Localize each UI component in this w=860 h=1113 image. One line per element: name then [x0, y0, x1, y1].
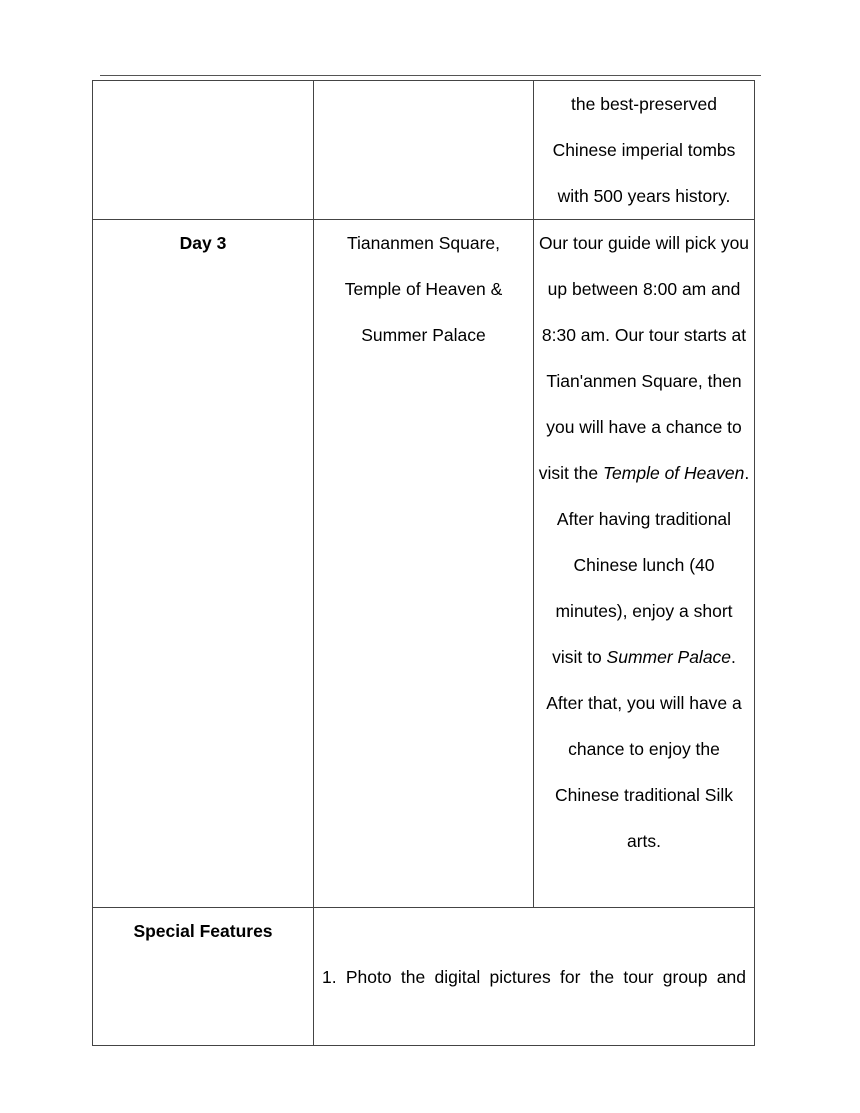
description-italic-palace: Summer Palace	[606, 647, 732, 667]
table-row	[93, 908, 755, 1046]
description-cell	[534, 220, 755, 908]
description-text: the best-preserved Chinese imperial tombs with 500 years history.	[552, 94, 736, 206]
description-part-3: . After that, you will have a chance to enjoy the Chinese traditional Silk arts.	[546, 647, 742, 851]
sights-text: Tiananmen Square, Temple of Heaven & Summer Palace	[344, 233, 503, 345]
special-features-label: Special Features	[133, 921, 273, 941]
feature-content-cell	[314, 908, 755, 1046]
table-row	[93, 81, 755, 220]
day-label: Day 3	[179, 233, 227, 253]
description-italic-temple: Temple of Heaven	[602, 463, 745, 483]
description-cell	[534, 81, 755, 220]
table-row	[93, 220, 755, 908]
day-cell	[93, 81, 314, 220]
description-text	[538, 220, 750, 864]
description-part-1: Our tour guide will pick you up between 8:00 am and 8:30 am. Our tour starts at Tian'anmen Square, then you will have a chance to visit the	[538, 233, 750, 483]
sights-cell	[314, 81, 534, 220]
day-cell	[93, 220, 314, 908]
description-part-2: . After having traditional Chinese lunch (40 minutes), enjoy a short visit to	[552, 463, 750, 667]
itinerary-table	[92, 80, 755, 1046]
feature-label-cell	[93, 908, 314, 1046]
sights-cell	[314, 220, 534, 908]
header-rule	[100, 75, 761, 76]
feature-item-1: 1. Photo the digital pictures for the tour group and	[322, 967, 746, 987]
